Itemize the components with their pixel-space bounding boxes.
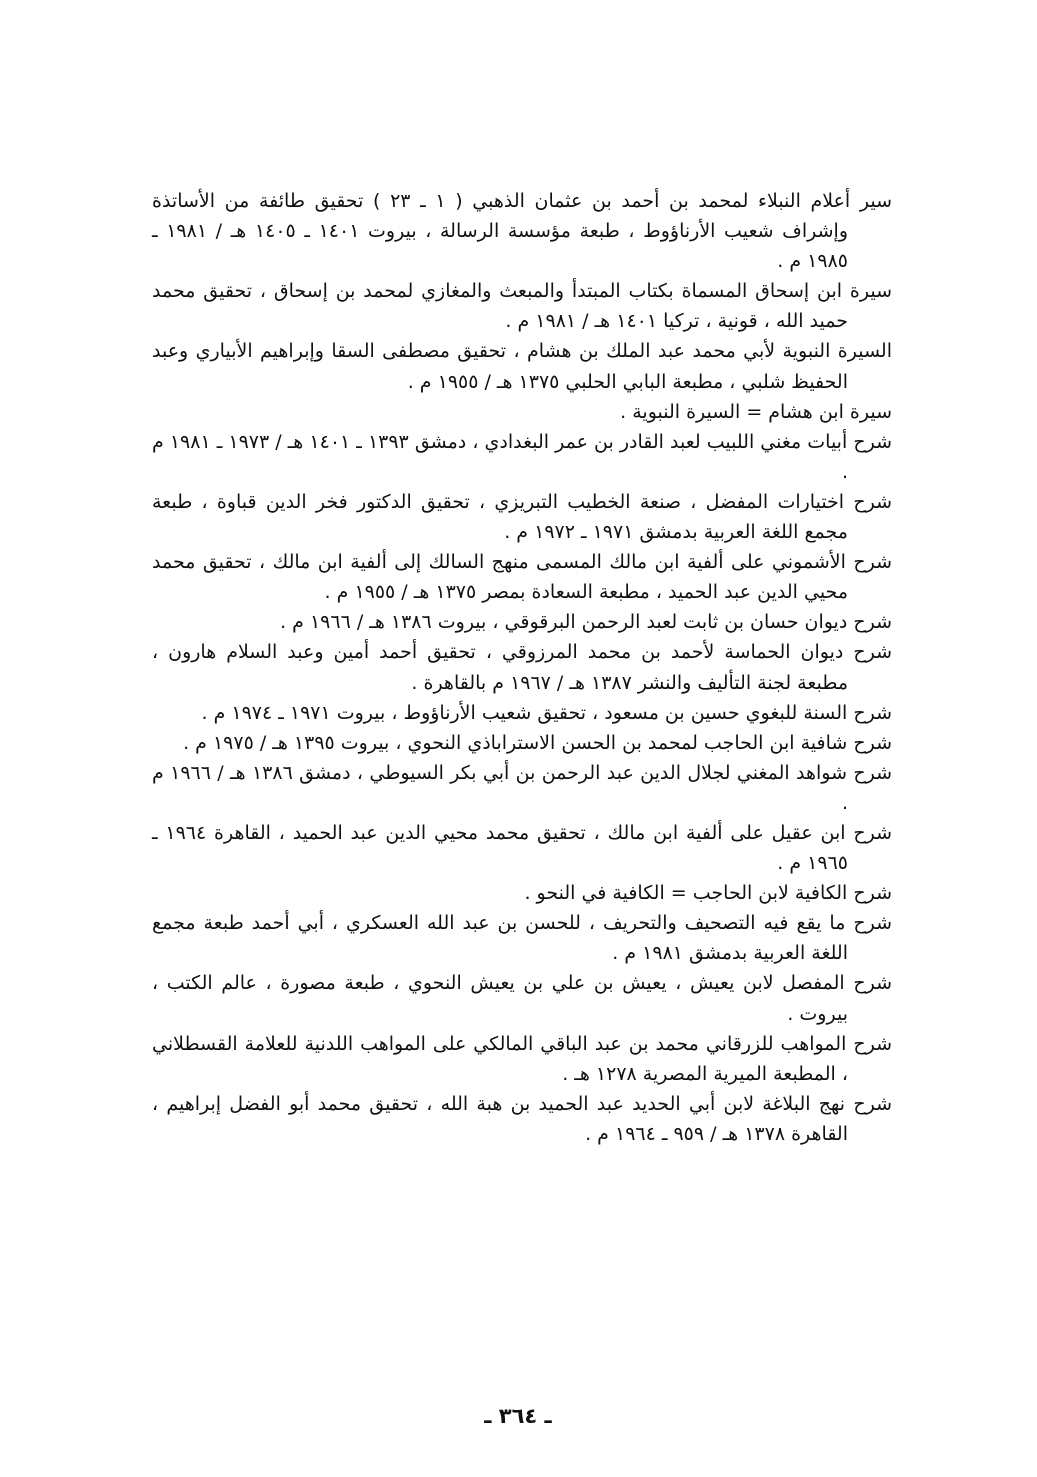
- bibliography-entry: شرح أبيات مغني اللبيب لعبد القادر بن عمر البغدادي ، دمشق ١٣٩٣ ـ ١٤٠١ هـ / ١٩٧٣ ـ ١٩٨١ م .: [152, 430, 892, 483]
- bibliography-entry: شرح السنة للبغوي حسين بن مسعود ، تحقيق شعيب الأرناؤوط ، بيروت ١٩٧١ ـ ١٩٧٤ م .: [201, 701, 892, 724]
- bibliography-entry: شرح الكافية لابن الحاجب = الكافية في النحو .: [524, 882, 892, 905]
- bibliography-entry: شرح ديوان حسان بن ثابت لعبد الرحمن البرقوقي ، بيروت ١٣٨٦ هـ / ١٩٦٦ م .: [280, 611, 892, 634]
- bibliography-entry: سيرة ابن إسحاق المسماة بكتاب المبتدأ والمبعث والمغازي لمحمد بن إسحاق ، تحقيق محمد حميد الله ، قونية ، تركيا ١٤٠١ هـ / ١٩٨١ م .: [152, 280, 892, 333]
- bibliography-entry: شرح المواهب للزرقاني محمد بن عبد الباقي المالكي على المواهب اللدنية للعلامة القسطلاني ، المطبعة الميرية المصرية ١٢٧٨ هـ .: [152, 1032, 892, 1085]
- bibliography-entry: شرح المفصل لابن يعيش ، يعيش بن علي بن يعيش النحوي ، طبعة مصورة ، عالم الكتب ، بيروت .: [152, 972, 892, 1025]
- page-number: ـ ٣٦٤ ـ: [484, 1404, 552, 1428]
- bibliography-entry: سيرة ابن هشام = السيرة النبوية .: [620, 400, 892, 423]
- bibliography-entry: شرح ما يقع فيه التصحيف والتحريف ، للحسن بن عبد الله العسكري ، أبي أحمد طبعة مجمع اللغة العربية بدمشق ١٩٨١ م .: [152, 912, 892, 965]
- bibliography-entry: شرح ديوان الحماسة لأحمد بن محمد المرزوقي ، تحقيق أحمد أمين وعبد السلام هارون ، مطبعة لجنة التأليف والنشر ١٣٨٧ هـ / ١٩٦٧ م بالقاهرة .: [152, 641, 892, 694]
- bibliography-entry: سير أعلام النبلاء لمحمد بن أحمد بن عثمان الذهبي ( ١ ـ ٢٣ ) تحقيق طائفة من الأساتذة وإشراف شعيب الأرناؤوط ، طبعة مؤسسة الرسالة ، بيروت ١٤٠١ ـ ١٤٠٥ هـ / ١٩٨١ ـ ١٩٨٥ م .: [152, 190, 892, 273]
- bibliography-list: [152, 186, 892, 1149]
- bibliography-entry: شرح الأشموني على ألفية ابن مالك المسمى منهج السالك إلى ألفية ابن مالك ، تحقيق محمد محيي الدين عبد الحميد ، مطبعة السعادة بمصر ١٣٧٥ هـ / ١٩٥٥ م .: [152, 551, 892, 604]
- bibliography-entry: شرح ابن عقيل على ألفية ابن مالك ، تحقيق محمد محيي الدين عبد الحميد ، القاهرة ١٩٦٤ ـ ١٩٦٥ م .: [152, 821, 893, 875]
- bibliography-entry: شرح شافية ابن الحاجب لمحمد بن الحسن الاستراباذي النحوي ، بيروت ١٣٩٥ هـ / ١٩٧٥ م .: [183, 731, 892, 754]
- bibliography-entry: شرح نهج البلاغة لابن أبي الحديد عبد الحميد بن هبة الله ، تحقيق محمد أبو الفضل إبراهيم ، القاهرة ١٣٧٨ هـ / ٩٥٩ ـ ١٩٦٤ م .: [152, 1092, 892, 1145]
- bibliography-entry: شرح اختيارات المفضل ، صنعة الخطيب التبريزي ، تحقيق الدكتور فخر الدين قباوة ، طبعة مجمع اللغة العربية بدمشق ١٩٧١ ـ ١٩٧٢ م .: [152, 490, 892, 544]
- bibliography-entry: السيرة النبوية لأبي محمد عبد الملك بن هشام ، تحقيق مصطفى السقا وإبراهيم الأبياري وعبد الحفيظ شلبي ، مطبعة البابي الحلبي ١٣٧٥ هـ / ١٩٥٥ م .: [152, 340, 892, 393]
- bibliography-entry: شرح شواهد المغني لجلال الدين عبد الرحمن بن أبي بكر السيوطي ، دمشق ١٣٨٦ هـ / ١٩٦٦ م .: [152, 761, 893, 814]
